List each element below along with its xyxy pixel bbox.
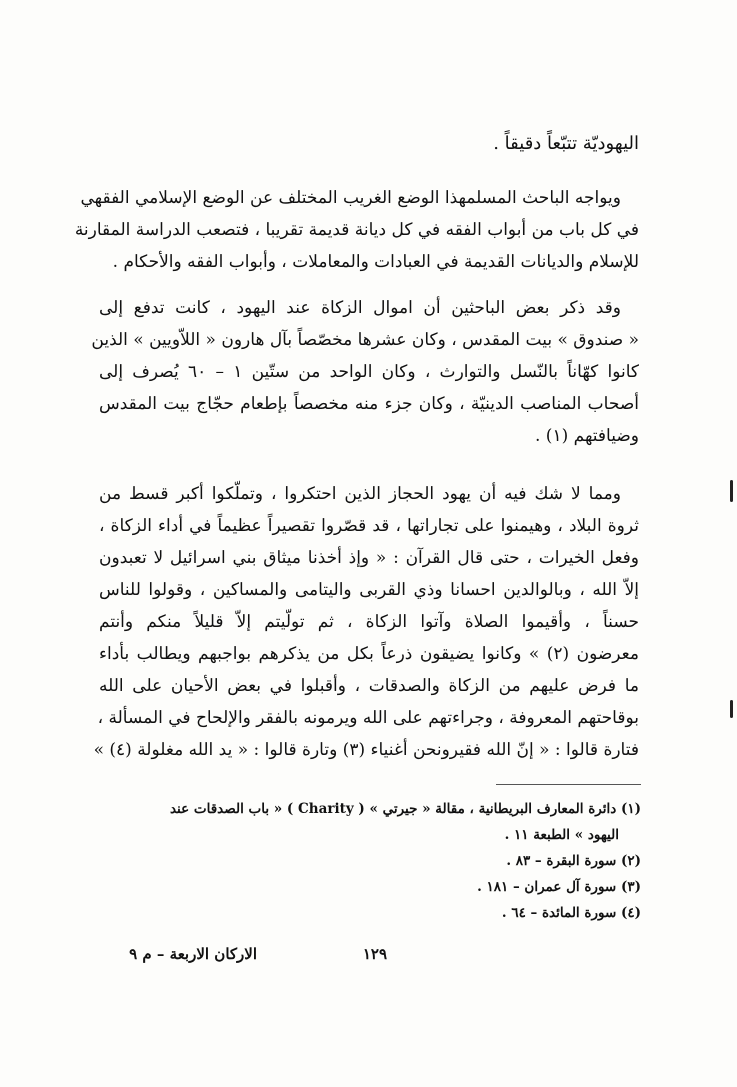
paragraph-2: وقد ذكر بعض الباحثين أن اموال الزكاة عند اليهود ، كانت تدفع إلى « صندوق » بيت المقدس ، وكان عشرها مخصّصاً بآل هارون « اللاّويين » الذين كانوا كهّاناً بالنّسل والتوارث ، وكان الواحد من ستّين ١ – ٦٠ يُصرف إلى أصحاب المناصب الدينيّة ، وكان جزء منه مخصصاً بإطعام حجّاج بيت المقدس وضيافتهم (١) . bbox=[91, 298, 640, 446]
footnote-separator bbox=[496, 784, 641, 785]
scan-edge-mark bbox=[730, 700, 733, 718]
footnote-1-line-1: (١) دائرة المعارف البريطانية ، مقالة « جيرتي » ( Charity ) « باب الصدقات عند bbox=[169, 801, 641, 817]
book-signature: الاركان الاربعة – م ٩ bbox=[129, 945, 257, 963]
page-footer bbox=[0, 945, 737, 973]
header-line: اليهوديّة تتبّعاً دقيقاً . bbox=[493, 133, 639, 154]
scan-edge-mark bbox=[730, 480, 733, 502]
paragraph-1: ويواجه الباحث المسلمهذا الوضع الغريب المختلف عن الوضع الإسلامي الفقهي في كل باب من أبواب الفقه في كل ديانة قديمة تقريبا ، فتصعب الدراسة المقارنة للإسلام والديانات القديمة في العبادات والمعاملات ، وأبواب الفقه والأحكام . bbox=[74, 188, 639, 272]
paragraph-3: ومما لا شك فيه أن يهود الحجاز الذين احتكروا ، وتملّكوا أكبر قسط من ثروة البلاد ، وهيمنوا على تجاراتها ، قد قصّروا تقصيراً عظيماً في أداء الزكاة ، وفعل الخيرات ، حتى قال القرآن : « وإذ أخذنا ميثاق بني اسرائيل لا تعبدون إلاّ الله ، وبالوالدين احسانا وذي القربى واليتامى والمساكين ، وقولوا للناس حسناً ، وأقيموا الصلاة وآتوا الزكاة ، ثم تولّيتم إلاّ قليلاً منكم وأنتم معرضون (٢) » وكانوا يضيقون ذرعاً بكل من يذكرهم بواجبهم ويطالب بأداء ما فرض عليهم من الزكاة والصدقات ، وأقبلوا في بعض الأحيان على الله بوقاحتهم المعروفة ، وجراءتهم على الله ويرمونه بالفقر والإلحاح في المسألة ، فتارة قالوا : « إنّ الله فقيرونحن أغنياء (٣) وتارة قالوا : « يد الله مغلولة (٤) » bbox=[93, 484, 639, 760]
footnote-1-line-2: اليهود » الطبعة ١١ . bbox=[504, 827, 619, 843]
footnotes bbox=[81, 796, 641, 926]
footnote-2: (٢) سورة البقرة – ٨٣ . bbox=[506, 853, 641, 869]
footnote-3: (٣) سورة آل عمران – ١٨١ . bbox=[477, 879, 641, 895]
footnote-4: (٤) سورة المائدة – ٦٤ . bbox=[501, 905, 641, 921]
page-number: ١٢٩ bbox=[362, 945, 387, 963]
